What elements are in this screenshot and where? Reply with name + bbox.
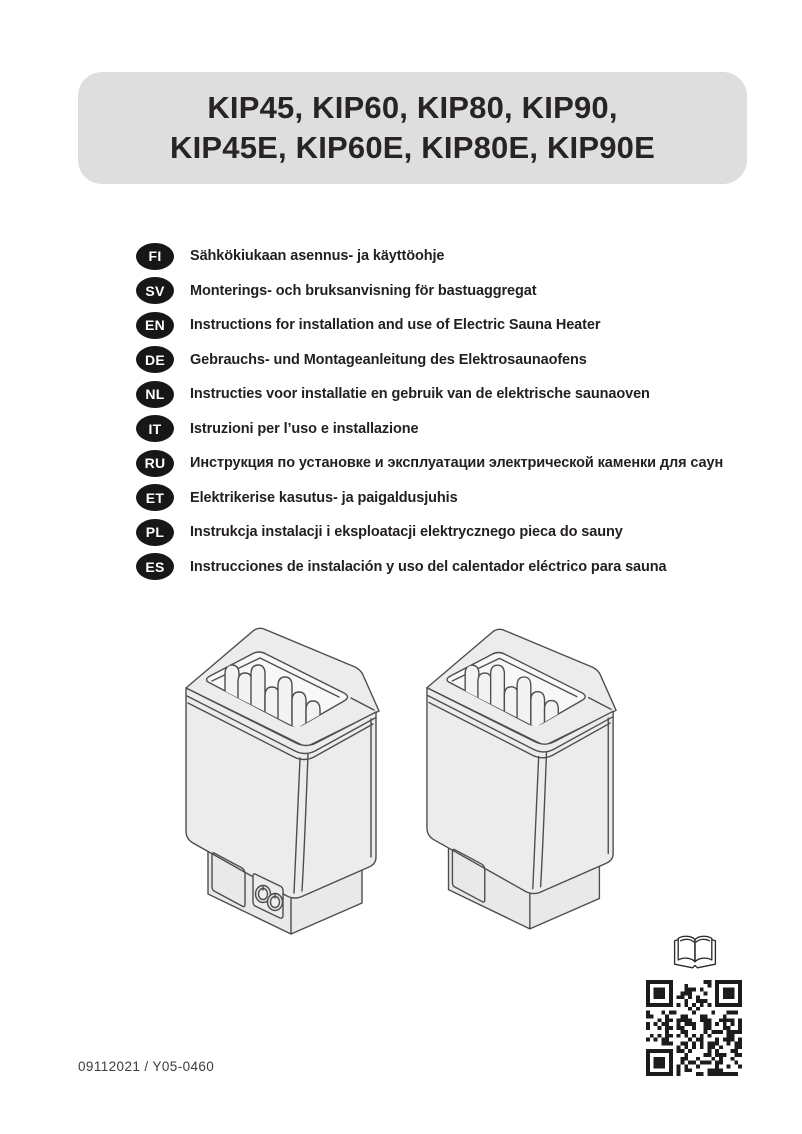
language-label-ru: Инструкция по установке и эксплуатации электрической каменки для саун (190, 455, 724, 472)
language-label-en: Instructions for installation and use of Electric Sauna Heater (190, 317, 601, 334)
list-item (136, 239, 756, 274)
language-list (136, 239, 756, 584)
sauna-heater-illustration-e-model (424, 618, 620, 932)
page-title-line2: KIP45E, KIP60E, KIP80E, KIP90E (169, 130, 656, 165)
page-title-line1: KIP45, KIP60, KIP80, KIP90, (207, 90, 618, 125)
language-label-es: Instrucciones de instalación y uso del calentador eléctrico para sauna (190, 558, 667, 575)
language-badge-nl: NL (136, 381, 174, 408)
open-book-icon (671, 930, 719, 972)
language-badge-es: ES (136, 553, 174, 580)
list-item (136, 446, 756, 481)
language-label-de: Gebrauchs- und Montageanleitung des Elektrosaunaofens (190, 351, 587, 368)
language-badge-en: EN (136, 312, 174, 339)
language-badge-pl: PL (136, 519, 174, 546)
language-label-fi: Sähkökiukaan asennus- ja käyttöohje (190, 248, 445, 265)
language-badge-it: IT (136, 415, 174, 442)
list-item (136, 515, 756, 550)
language-label-it: Istruzioni per l’uso e installazione (190, 420, 419, 437)
language-badge-sv: SV (136, 277, 174, 304)
title-banner (78, 72, 747, 184)
list-item (136, 377, 756, 412)
qr-code (646, 980, 742, 1076)
language-label-pl: Instrukcja instalacji i eksploatacji elektrycznego pieca do sauny (190, 524, 623, 541)
list-item (136, 412, 756, 447)
list-item (136, 274, 756, 309)
list-item (136, 308, 756, 343)
list-item (136, 481, 756, 516)
list-item (136, 343, 756, 378)
sauna-heater-illustration-knob-model (183, 617, 383, 937)
language-badge-fi: FI (136, 243, 174, 270)
language-label-sv: Monterings- och bruksanvisning för bastuaggregat (190, 282, 537, 299)
language-label-et: Elektrikerise kasutus- ja paigaldusjuhis (190, 489, 458, 506)
language-badge-ru: RU (136, 450, 174, 477)
language-label-nl: Instructies voor installatie en gebruik van de elektrische saunaoven (190, 386, 650, 403)
language-badge-de: DE (136, 346, 174, 373)
document-code: 09112021 / Y05-0460 (78, 1059, 215, 1074)
language-badge-et: ET (136, 484, 174, 511)
list-item (136, 550, 756, 585)
